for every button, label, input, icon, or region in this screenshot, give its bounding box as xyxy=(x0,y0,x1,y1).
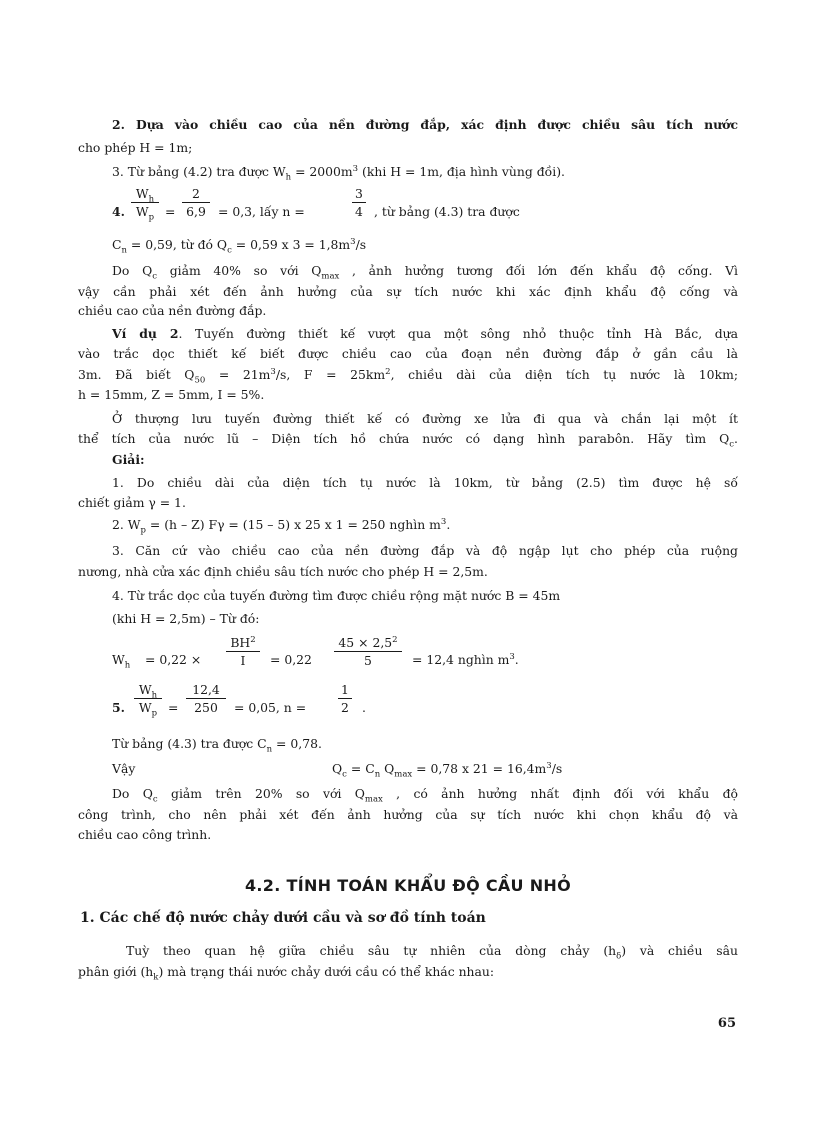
equals: = xyxy=(165,204,176,219)
item-number: 5. xyxy=(112,700,125,715)
para-line: chiều cao công trình. xyxy=(78,827,212,842)
equals: = xyxy=(168,700,179,715)
fraction-12-4-250 xyxy=(186,682,226,715)
fraction-bh2-i xyxy=(226,635,260,668)
para-line: Vậy xyxy=(112,761,136,776)
denominator: 250 xyxy=(194,700,218,715)
para-line: chiết giảm γ = 1. xyxy=(78,495,186,510)
para-line: h = 15mm, Z = 5mm, I = 5%. xyxy=(78,387,265,402)
numerator: 1 xyxy=(338,682,352,699)
formula-text: = 0,22 xyxy=(270,652,312,667)
para-line: 1. Do chiều dài của diện tích tụ nước là 10km, từ bảng (2.5) tìm được hệ số xyxy=(112,475,738,490)
para-line: 2. $W_p = (h - Z) F\gamma = (15 - 5)$ x 25 x 1 = 250 nghìn $m^3$. xyxy=(112,516,451,536)
formula-text: = 0,22 × xyxy=(145,652,202,667)
denominator: $W_p$ xyxy=(135,204,155,223)
numerator: 2 xyxy=(182,186,210,203)
para-line: Do $Q_c$ giảm trên 20% so với $Q_{max}$ , có ảnh hưởng nhất định đối với khẩu độ xyxy=(112,786,738,805)
formula-text: = 0,05, n = xyxy=(234,700,307,715)
para-line: nương, nhà cửa xác định chiều sâu tích nước cho phép H = 2,5m. xyxy=(78,564,488,579)
fraction-2-6-9 xyxy=(182,186,210,219)
para-line: $C_n = 0,59$, từ đó $Q_c = 0,59$ x $3 = 1,8m^3/s$ xyxy=(112,236,367,256)
example-heading-line: Ví dụ 2. Tuyến đường thiết kế vượt qua một sông nhỏ thuộc tỉnh Hà Bắc, dựa xyxy=(112,326,738,341)
formula-text: = 12,4 nghìn $m^3$. xyxy=(412,651,519,667)
fraction-wh-wp xyxy=(134,682,162,719)
para-line: vào trắc dọc thiết kế biết được chiều cao của đoạn nền đường đắp ở gần cầu là xyxy=(78,346,738,361)
numerator: 12,4 xyxy=(186,682,226,699)
denominator: 4 xyxy=(355,204,363,219)
numerator: $BH^2$ xyxy=(226,635,260,652)
solution-heading: Giải: xyxy=(112,452,145,467)
fraction-3-4 xyxy=(352,186,366,219)
para-line: phân giới $(h_k)$ mà trạng thái nước chảy dưới cầu có thể khác nhau: xyxy=(78,964,495,983)
formula-text: . xyxy=(362,700,366,715)
fraction-wh-wp xyxy=(131,186,159,223)
para-line: (khi H = 2,5m) – Từ đó: xyxy=(112,611,260,626)
fraction-45x2-5 xyxy=(334,635,402,668)
para-line: cho phép H = 1m; xyxy=(78,140,193,155)
section-title: 4.2. TÍNH TOÁN KHẨU ĐỘ CẦU NHỎ xyxy=(244,876,572,895)
para-line: 3. Từ bảng (4.2) tra được $W_h = 2000m^3$ (khi H = 1m, địa hình vùng đồi). xyxy=(112,163,565,183)
para-line: thể tích của nước lũ – Diện tích hồ chứa nước có dạng hình parabôn. Hãy tìm $Q_c$. xyxy=(78,431,738,450)
para-line: chiều cao của nền đường đắp. xyxy=(78,303,267,318)
denominator: I xyxy=(240,653,246,668)
denominator: 5 xyxy=(364,653,372,668)
para-text: , từ bảng (4.3) tra được xyxy=(374,204,520,219)
item-number: 4. xyxy=(112,204,125,219)
numerator: $W_h$ xyxy=(134,682,162,699)
subsection-title: 1. Các chế độ nước chảy dưới cầu và sơ đồ tính toán xyxy=(80,910,486,926)
para-line: 3m. Đã biết $Q_{50} = 21m^3/s$, $F = 25km^2$, chiều dài của diện tích tụ nước là 10km; xyxy=(78,366,738,386)
denominator: 2 xyxy=(341,700,349,715)
numerator: $W_h$ xyxy=(131,186,159,203)
para-line: 3. Căn cứ vào chiều cao của nền đường đắp và độ ngập lụt cho phép của ruộng xyxy=(112,543,738,558)
formula-lhs: $W_h$ xyxy=(112,652,131,671)
item-text: 2. Dựa vào chiều cao của nền đường đắp, xác định được chiều sâu tích nước xyxy=(112,117,738,132)
para-text: = 0,3, lấy n = xyxy=(218,204,305,219)
para-line: công trình, cho nên phải xét đến ảnh hưởng của sự tích nước khi chọn khẩu độ và xyxy=(78,807,738,822)
numerator: $45 \times 2,5^2$ xyxy=(334,635,402,652)
para-line: Tuỳ theo quan hệ giữa chiều sâu tự nhiên của dòng chảy $(h_\delta)$ và chiều sâu xyxy=(126,943,738,962)
fraction-1-2 xyxy=(338,682,352,715)
page-number: 65 xyxy=(717,1016,736,1031)
formula-line: $Q_c = C_n$ $Q_{max} = 0,78$ x $21 = 16,4m^3/s$ xyxy=(332,760,563,780)
numerator: 3 xyxy=(352,186,366,203)
para-line: Ở thượng lưu tuyến đường thiết kế có đường xe lửa đi qua và chắn lại một ít xyxy=(112,411,738,426)
para-line: Từ bảng (4.3) tra được $C_n = 0,78$. xyxy=(112,736,322,755)
para-line: Do $Q_c$ giảm 40% so với $Q_{max}$ , ảnh hưởng tương đối lớn đến khẩu độ cống. Vì xyxy=(112,263,738,282)
para-line: vậy cần phải xét đến ảnh hưởng của sự tích nước khi xác định khẩu độ cống và xyxy=(78,284,738,299)
para-line xyxy=(112,116,738,134)
denominator: 6,9 xyxy=(186,204,206,219)
para-line: 4. Từ trắc dọc của tuyến đường tìm được chiều rộng mặt nước B = 45m xyxy=(112,588,561,603)
denominator: $W_p$ xyxy=(138,700,158,719)
